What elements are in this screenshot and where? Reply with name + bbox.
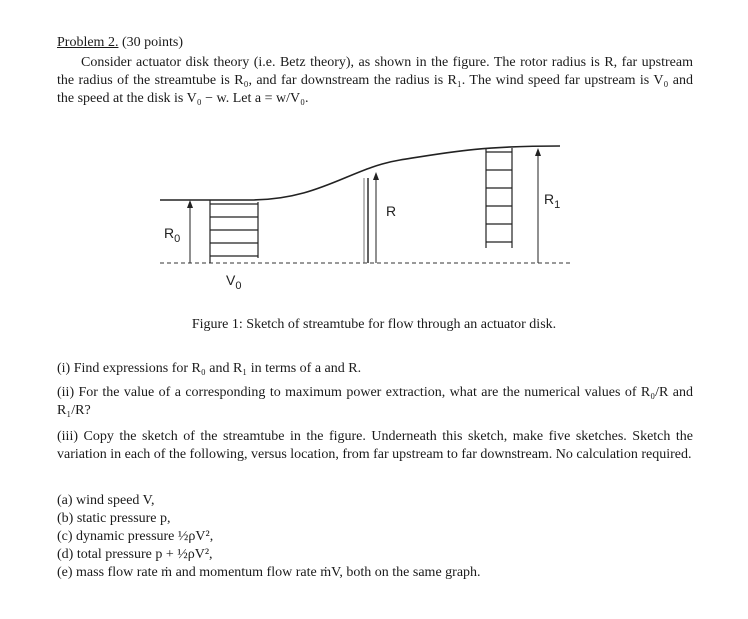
question-ii: (ii) For the value of a corresponding to maximum power extraction, what are the numerical values of R₀/R and R₁/R? xyxy=(57,385,693,418)
list-item: (e) mass flow rate ṁ and momentum flow rate ṁV, both on the same graph. xyxy=(57,565,481,580)
problem-points: (30 points) xyxy=(121,35,184,50)
r1-label: $R_1$ xyxy=(544,191,561,211)
r1-arrow xyxy=(535,148,541,263)
actuator-disk xyxy=(364,172,379,263)
downstream-velocity-profile xyxy=(486,148,512,248)
streamtube-boundary xyxy=(160,146,560,200)
r-label: R xyxy=(386,203,397,219)
r0-arrow xyxy=(187,200,193,263)
question-i: (i) Find expressions for R₀ and R₁ in terms of a and R. xyxy=(57,361,362,376)
list-item: (c) dynamic pressure ½ρV², xyxy=(57,529,214,544)
streamtube-figure xyxy=(150,138,580,308)
r0-label: $R_0$ xyxy=(164,225,181,245)
upstream-velocity-profile xyxy=(210,200,258,263)
intro-paragraph: Consider actuator disk theory (i.e. Betz theory), as shown in the figure. The rotor radius is R, far upstream the radius of the streamtube is R₀, and far downstream the radius is R₁. The wind speed far upstream is V₀ and the speed at the disk is V₀ − w. Let a = w/V₀. xyxy=(57,55,693,106)
list-item: (b) static pressure p, xyxy=(57,511,171,526)
list-item: (a) wind speed V, xyxy=(57,493,155,508)
list-item: (d) total pressure p + ½ρV², xyxy=(57,547,213,562)
problem-title xyxy=(57,34,183,52)
v0-label: $V_0$ xyxy=(226,272,242,292)
sketch-item-list xyxy=(57,492,693,582)
problem-label: Problem 2. xyxy=(57,35,119,50)
question-iii: (iii) Copy the sketch of the streamtube in the figure. Underneath this sketch, make five sketches. Sketch the variation in each of the following, versus location, from far upstream to far downstream. No calculation required. xyxy=(57,429,693,462)
figure-caption: Figure 1: Sketch of streamtube for flow through an actuator disk. xyxy=(191,317,557,332)
